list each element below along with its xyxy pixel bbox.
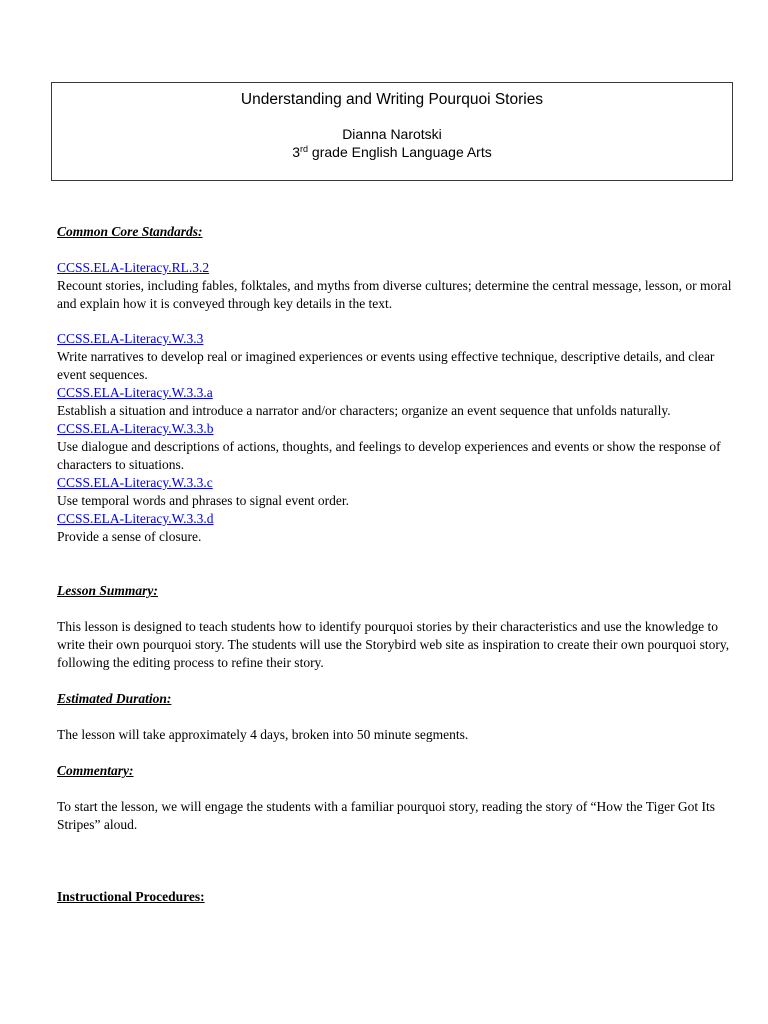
summary-heading: Lesson Summary: [57,583,158,598]
course-name: grade English Language Arts [308,144,492,160]
standard-text-rl-3-2: Recount stories, including fables, folktales, and myths from diverse cultures; determine the central message, lesson, or moral and explain how it is conveyed through key details in the text. [57,278,732,311]
procedures-heading: Instructional Procedures: [57,889,205,904]
title-box [51,82,733,181]
standard-text-w-3-3-a: Establish a situation and introduce a narrator and/or characters; organize an event sequence that unfolds naturally. [57,403,671,418]
standard-text-w-3-3: Write narratives to develop real or imagined experiences or events using effective technique, descriptive details, and clear event sequences. [57,349,715,382]
standard-text-w-3-3-c: Use temporal words and phrases to signal event order. [57,493,350,508]
commentary-text: To start the lesson, we will engage the students with a familiar pourquoi story, reading the story of “How the Tiger Got Its Stripes” aloud. [57,799,716,832]
commentary-heading: Commentary: [57,763,134,778]
document-title: Understanding and Writing Pourquoi Stories [240,91,544,108]
author-name: Dianna Narotski [342,126,442,142]
grade-number: 3 [292,144,301,160]
standard-link-w-3-3[interactable]: CCSS.ELA-Literacy.W.3.3 [57,331,204,346]
standard-link-w-3-3-b[interactable]: CCSS.ELA-Literacy.W.3.3.b [57,421,214,436]
standard-text-w-3-3-d: Provide a sense of closure. [57,529,202,544]
document-body [57,223,737,906]
grade-course [52,143,732,161]
summary-text: This lesson is designed to teach students how to identify pourquoi stories by their characteristics and use the knowledge to write their own pourquoi story. The students will use the Storybird web site as inspiration to create their own pourquoi story, following the editing process to refine their story. [57,619,730,670]
standard-text-w-3-3-b: Use dialogue and descriptions of actions, thoughts, and feelings to develop experiences and events or show the response of characters to situations. [57,439,721,472]
standards-heading: Common Core Standards: [57,224,203,239]
standard-link-w-3-3-c[interactable]: CCSS.ELA-Literacy.W.3.3.c [57,475,213,490]
standard-link-w-3-3-a[interactable]: CCSS.ELA-Literacy.W.3.3.a [57,385,213,400]
grade-suffix: rd [300,144,309,154]
standard-link-rl-3-2[interactable]: CCSS.ELA-Literacy.RL.3.2 [57,260,210,275]
duration-text: The lesson will take approximately 4 days, broken into 50 minute segments. [57,727,469,742]
duration-heading: Estimated Duration: [57,691,172,706]
standard-link-w-3-3-d[interactable]: CCSS.ELA-Literacy.W.3.3.d [57,511,214,526]
